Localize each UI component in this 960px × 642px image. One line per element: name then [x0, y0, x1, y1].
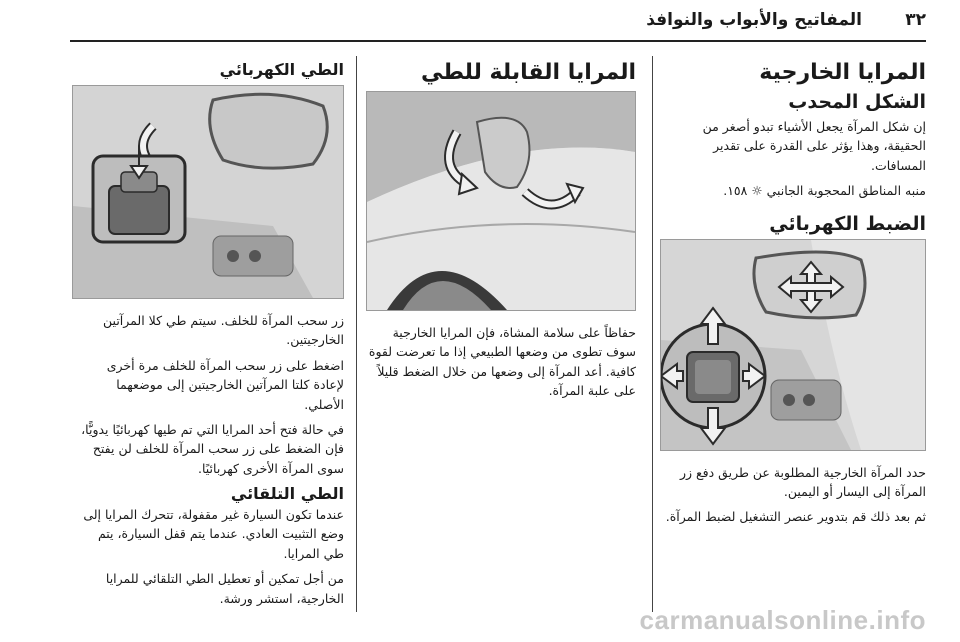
chapter-title: المفاتيح والأبواب والنوافذ	[646, 10, 862, 30]
column-electric-folding	[74, 60, 344, 614]
paragraph-automatic-2: من أجل تمكين أو تعطيل الطي التلقائي للمرايا الخارجية، استشر ورشة.	[105, 571, 344, 606]
paragraph-convex-1: إن شكل المرآة يجعل الأشياء تبدو أصغر من الحقيقة، وهذا يؤثر على القدرة على تقدير المسافات.	[702, 119, 926, 173]
paragraph-automatic-1: عندما تكون السيارة غير مقفولة، تتحرك المرايا إلى وضع التثبيت العادي. عندما يتم قفل السيارة، يتم طي المرايا.	[83, 507, 344, 561]
page-reference: ١٥٨.	[723, 183, 748, 199]
illustration-mirror-switch	[661, 240, 925, 450]
blind-spot-reference-text: منبه المناطق المحجوبة الجانبي	[766, 183, 926, 199]
figure-mirror-adjust-switch	[660, 239, 926, 451]
figure-folding-mirror-car	[366, 91, 636, 311]
column-foldable-mirrors	[368, 60, 636, 407]
heading-convex-shape: الشكل المحدب	[788, 91, 926, 113]
section-title-electric-folding: الطي الكهربائي	[219, 60, 344, 79]
paragraph-electric-folding-3: في حالة فتح أحد المرايا التي تم طيها كهربائيًا يدويًّا، فإن الضغط على زر سحب المرآة للخلف لن يفتح سوى المرآة الأخرى كهربائيًا.	[81, 421, 344, 476]
column-divider-right	[652, 56, 653, 612]
section-title-exterior-mirrors: المرايا الخارجية	[759, 60, 926, 85]
column-divider-left	[356, 56, 357, 612]
illustration-fold-button	[73, 86, 343, 298]
paragraph-convex-2	[662, 181, 926, 200]
paragraph-foldable-1: حفاظاً على سلامة المشاة، فإن المرايا الخارجية سوف تطوى من وضعها الطبيعي إذا ما تعرضت لقوة كافية. أعد المرآة إلى وضعها من خلال الضغط قليلاً على علبة المرآة.	[368, 325, 636, 399]
header-rule	[70, 40, 926, 42]
figure-fold-button	[72, 85, 344, 299]
column-exterior-mirrors	[662, 60, 926, 533]
illustration-car-mirror-fold	[367, 92, 635, 310]
paragraph-electric-folding-2: اضغط على زر سحب المرآة للخلف مرة أخرى لإعادة كلتا المرآتين الخارجيتين إلى موضعهما الأصلي.	[106, 357, 344, 412]
page-number: ٣٢	[905, 10, 926, 30]
section-title-foldable-mirrors: المرايا القابلة للطي	[420, 60, 636, 85]
heading-automatic-folding: الطي التلقائي	[230, 484, 344, 503]
page-header	[0, 0, 960, 50]
watermark: carmanualsonline.info	[639, 605, 926, 635]
paragraph-electric-1: حدد المرآة الخارجية المطلوبة عن طريق دفع زر المرآة إلى اليسار أو اليمين.	[679, 464, 926, 499]
paragraph-electric-folding-1: زر سحب المرآة للخلف. سيتم طي كلا المرآتين الخارجيتين.	[103, 313, 344, 348]
sun-icon: ☼	[751, 183, 763, 199]
paragraph-electric-2: ثم بعد ذلك قم بتدوير عنصر التشغيل لضبط المرآة.	[665, 509, 926, 525]
heading-electric-adjustment: الضبط الكهربائي	[769, 212, 926, 235]
